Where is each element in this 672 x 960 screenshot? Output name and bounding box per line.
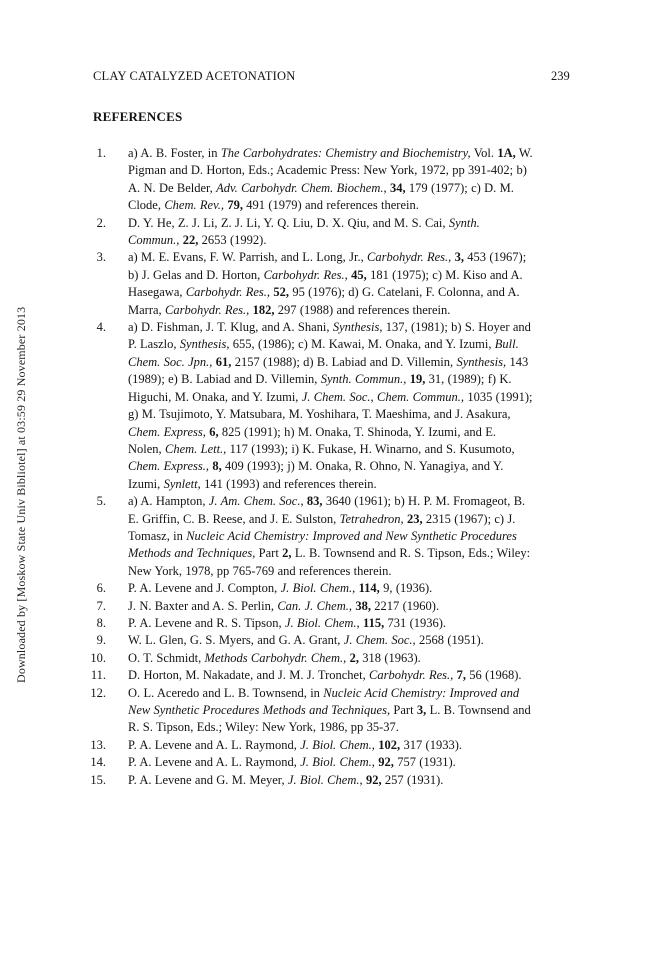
reference-line bbox=[128, 249, 569, 266]
reference-text bbox=[128, 685, 569, 737]
citation-title: J. Biol. Chem., bbox=[287, 772, 363, 787]
citation-title: New Synthetic Procedures Methods and Techniques, bbox=[128, 703, 391, 717]
citation-title: Can. J. Chem., bbox=[277, 598, 353, 613]
reference-fragment: Clode, bbox=[128, 198, 165, 213]
reference-fragment: O. T. Schmidt, bbox=[128, 650, 205, 665]
reference-item bbox=[0, 215, 672, 250]
reference-number: 6. bbox=[96, 581, 106, 596]
reference-line bbox=[128, 511, 569, 528]
citation-title: Carbohydr. Res., bbox=[367, 250, 452, 265]
reference-fragment: 1035 (1991); bbox=[464, 389, 533, 404]
reference-item bbox=[0, 598, 672, 615]
reference-line bbox=[128, 267, 569, 284]
reference-fragment: 179 (1977); c) D. M. bbox=[405, 180, 514, 195]
reference-fragment: E. Griffin, C. B. Reese, and J. E. Sulston, bbox=[128, 511, 340, 526]
reference-text bbox=[128, 650, 569, 667]
citation-title: Synth. bbox=[448, 215, 480, 230]
reference-line bbox=[128, 302, 569, 319]
reference-line bbox=[128, 215, 569, 232]
reference-line bbox=[128, 180, 569, 197]
reference-fragment: 2157 (1988); d) B. Labiad and D. Villemin, bbox=[231, 354, 457, 369]
volume-number: 2, bbox=[349, 650, 359, 665]
reference-fragment: 2217 (1960). bbox=[370, 598, 440, 613]
reference-fragment: J. N. Baxter and A. S. Perlin, bbox=[128, 598, 278, 613]
reference-fragment: 825 (1991); h) M. Onaka, T. Shinoda, Y. Izumi, and E. bbox=[218, 424, 496, 439]
reference-fragment: g) M. Tsujimoto, Y. Matsubara, M. Yoshihara, T. Maeshima, and J. Asakura, bbox=[128, 407, 511, 422]
volume-number: 79, bbox=[227, 198, 243, 213]
volume-number: 1A, bbox=[497, 146, 516, 160]
reference-item bbox=[0, 685, 672, 737]
reference-fragment: 143 bbox=[506, 354, 529, 369]
reference-line bbox=[128, 667, 569, 684]
citation-title: Methods Carbohydr. Chem., bbox=[204, 650, 347, 665]
reference-number: 11. bbox=[90, 668, 106, 683]
reference-line bbox=[128, 354, 569, 371]
reference-item bbox=[0, 615, 672, 632]
reference-fragment: P. A. Levene and G. M. Meyer, bbox=[128, 772, 288, 787]
citation-title: Tetrahedron, bbox=[339, 511, 404, 526]
reference-text bbox=[128, 319, 569, 493]
reference-number: 4. bbox=[96, 320, 106, 335]
citation-title: J. Am. Chem. Soc., bbox=[208, 494, 304, 509]
reference-item bbox=[0, 493, 672, 580]
reference-item bbox=[0, 737, 672, 754]
citation-title: Synthesis, bbox=[456, 354, 507, 369]
citation-title: Chem. Soc. Jpn., bbox=[128, 354, 213, 369]
citation-title: Chem. Express., bbox=[128, 459, 209, 474]
reference-number: 13. bbox=[90, 737, 106, 752]
reference-line bbox=[128, 493, 569, 510]
citation-title: Carbohydr. Res., bbox=[165, 302, 250, 317]
reference-line bbox=[128, 458, 569, 475]
reference-fragment: W. bbox=[515, 146, 533, 160]
citation-title: Commun., bbox=[128, 233, 180, 248]
reference-item bbox=[0, 145, 672, 215]
reference-fragment: A. N. De Belder, bbox=[128, 180, 217, 195]
reference-fragment: b) J. Gelas and D. Horton, bbox=[128, 267, 264, 282]
volume-number: 92, bbox=[378, 755, 394, 770]
citation-title: Chem. Rev., bbox=[164, 198, 224, 213]
citation-title: Synthesis, bbox=[179, 337, 230, 352]
reference-fragment: 9, (1936). bbox=[379, 581, 433, 596]
reference-line bbox=[128, 406, 569, 423]
reference-fragment: 297 (1988) and references therein. bbox=[274, 302, 451, 317]
reference-number: 12. bbox=[90, 685, 106, 700]
reference-fragment: Pigman and D. Horton, Eds.; Academic Press: New York, 1972, pp 391-402; b) bbox=[128, 163, 527, 178]
reference-line bbox=[128, 737, 569, 754]
reference-line bbox=[128, 545, 569, 562]
citation-title: Chem. Lett., bbox=[165, 441, 227, 456]
reference-fragment: 757 (1931). bbox=[393, 755, 456, 770]
reference-fragment: P. A. Levene and A. L. Raymond, bbox=[128, 737, 301, 752]
reference-number: 14. bbox=[90, 755, 106, 770]
reference-fragment: D. Horton, M. Nakadate, and J. M. J. Tronchet, bbox=[128, 668, 370, 683]
citation-title: Synlett, bbox=[163, 476, 201, 491]
reference-line bbox=[128, 563, 569, 580]
reference-line bbox=[128, 424, 569, 441]
reference-line bbox=[128, 615, 569, 632]
reference-text bbox=[128, 737, 569, 754]
citation-title: Chem. Express, bbox=[128, 424, 206, 439]
reference-item bbox=[0, 650, 672, 667]
reference-fragment: 2568 (1951). bbox=[415, 633, 484, 648]
reference-item bbox=[0, 632, 672, 649]
reference-line bbox=[128, 528, 569, 545]
reference-fragment: a) A. B. Foster, in bbox=[128, 146, 221, 160]
citation-title: Carbohydr. Res., bbox=[185, 285, 271, 300]
volume-number: 19, bbox=[409, 372, 426, 387]
reference-fragment: 655, (1986); c) M. Kawai, M. Onaka, and Y. Izumi, bbox=[229, 337, 495, 352]
reference-fragment: Izumi, bbox=[128, 476, 164, 491]
citation-title: J. Chem. Soc., Chem. Commun., bbox=[301, 389, 464, 404]
reference-line bbox=[128, 232, 569, 249]
reference-item bbox=[0, 249, 672, 319]
reference-fragment: 491 (1979) and references therein. bbox=[242, 198, 419, 213]
reference-fragment: 257 (1931). bbox=[381, 772, 444, 787]
reference-number: 15. bbox=[90, 772, 106, 787]
reference-text bbox=[128, 615, 569, 632]
reference-fragment: Higuchi, M. Onaka, and Y. Izumi, bbox=[128, 389, 302, 404]
citation-title: J. Biol. Chem., bbox=[284, 615, 360, 630]
citation-title: Methods and Techniques, bbox=[128, 546, 256, 561]
volume-number: 83, bbox=[306, 494, 323, 509]
reference-line bbox=[128, 476, 569, 493]
citation-title: J. Chem. Soc., bbox=[343, 633, 416, 648]
volume-number: 34, bbox=[389, 180, 406, 195]
reference-fragment: 317 (1933). bbox=[400, 737, 462, 752]
reference-fragment: 141 (1993) and references therein. bbox=[200, 476, 377, 491]
reference-fragment: 181 (1975); c) M. Kiso and A. bbox=[366, 267, 523, 282]
reference-fragment: O. L. Aceredo and L. B. Townsend, in bbox=[128, 685, 324, 700]
reference-fragment: 137, (1981); b) S. Hoyer and bbox=[382, 320, 531, 335]
volume-number: 6, bbox=[209, 424, 219, 439]
reference-fragment: a) M. E. Evans, F. W. Parrish, and L. Long, Jr., bbox=[128, 250, 368, 265]
reference-text bbox=[128, 598, 569, 615]
reference-fragment: 318 (1963). bbox=[358, 650, 421, 665]
volume-number: 92, bbox=[365, 772, 382, 787]
reference-item bbox=[0, 580, 672, 597]
reference-number: 5. bbox=[96, 494, 106, 509]
reference-fragment: 31, (1989); f) K. bbox=[425, 372, 512, 387]
reference-line bbox=[128, 145, 569, 162]
reference-fragment: P. A. Levene and J. Compton, bbox=[128, 581, 281, 596]
reference-fragment: 2653 (1992). bbox=[198, 233, 267, 248]
citation-title: Nucleic Acid Chemistry: Improved and New Synthetic Procedures bbox=[186, 528, 517, 543]
volume-number: 2, bbox=[282, 546, 292, 561]
reference-number: 7. bbox=[96, 598, 106, 613]
citation-title: Synthesis, bbox=[332, 320, 383, 335]
reference-number: 2. bbox=[96, 215, 106, 230]
reference-line bbox=[128, 650, 569, 667]
reference-fragment: 3640 (1961); b) H. P. M. Fromageot, B. bbox=[322, 494, 526, 509]
reference-line bbox=[128, 197, 569, 214]
reference-fragment: W. L. Glen, G. S. Myers, and G. A. Grant, bbox=[128, 633, 344, 648]
reference-line bbox=[128, 441, 569, 458]
reference-fragment: (1989); e) B. Labiad and D. Villemin, bbox=[128, 372, 321, 387]
section-heading: REFERENCES bbox=[93, 109, 183, 124]
volume-number: 102, bbox=[378, 737, 401, 752]
reference-fragment: Part bbox=[255, 546, 283, 561]
reference-line bbox=[128, 598, 569, 615]
reference-text bbox=[128, 145, 569, 215]
reference-fragment: Tomasz, in bbox=[128, 528, 187, 543]
volume-number: 38, bbox=[355, 598, 371, 613]
reference-fragment: New York, 1978, pp 765-769 and references therein. bbox=[128, 563, 392, 578]
volume-number: 7, bbox=[456, 668, 466, 683]
reference-fragment: P. Laszlo, bbox=[128, 337, 180, 352]
reference-fragment: L. B. Townsend and R. S. Tipson, Eds.; Wiley: bbox=[291, 546, 531, 561]
reference-fragment: Hasegawa, bbox=[128, 285, 186, 300]
reference-line bbox=[128, 580, 569, 597]
volume-number: 3, bbox=[416, 703, 427, 717]
reference-fragment: 95 (1976); d) G. Catelani, F. Colonna, and A. bbox=[289, 285, 520, 300]
reference-fragment: L. B. Townsend and bbox=[426, 703, 531, 717]
reference-item bbox=[0, 754, 672, 771]
reference-number: 3. bbox=[96, 250, 106, 265]
reference-line bbox=[128, 162, 569, 179]
reference-fragment: P. A. Levene and A. L. Raymond, bbox=[128, 755, 301, 770]
reference-line bbox=[128, 389, 569, 406]
citation-title: Synth. Commun., bbox=[320, 372, 407, 387]
volume-number: 52, bbox=[273, 285, 289, 300]
citation-title: Bull. bbox=[494, 337, 519, 352]
volume-number: 23, bbox=[406, 511, 423, 526]
reference-line bbox=[128, 719, 569, 736]
reference-text bbox=[128, 772, 569, 789]
reference-text bbox=[128, 215, 569, 250]
reference-item bbox=[0, 667, 672, 684]
reference-number: 10. bbox=[90, 650, 106, 665]
reference-text bbox=[128, 493, 569, 580]
reference-item bbox=[0, 772, 672, 789]
reference-fragment: Marra, bbox=[128, 302, 165, 317]
volume-number: 45, bbox=[351, 267, 367, 282]
reference-fragment: a) A. Hampton, bbox=[128, 494, 209, 509]
reference-line bbox=[128, 754, 569, 771]
citation-title: J. Biol. Chem., bbox=[300, 737, 375, 752]
reference-fragment: 117 (1993); i) K. Fukase, H. Winarno, and S. Kusumoto, bbox=[226, 441, 515, 456]
download-watermark: Downloaded by [Moskow State Univ Bibliotel] at 03:59 29 November 2013 bbox=[14, 306, 28, 683]
volume-number: 182, bbox=[252, 302, 275, 317]
reference-line bbox=[128, 772, 569, 789]
reference-fragment: Vol. bbox=[470, 146, 498, 160]
reference-text bbox=[128, 754, 569, 771]
reference-number: 1. bbox=[96, 146, 106, 160]
reference-line bbox=[128, 371, 569, 388]
citation-title: J. Biol. Chem., bbox=[280, 581, 356, 596]
volume-number: 22, bbox=[182, 233, 199, 248]
citation-title: Carbohydr. Res., bbox=[369, 668, 454, 683]
volume-number: 61, bbox=[215, 354, 232, 369]
reference-line bbox=[128, 632, 569, 649]
reference-fragment: 56 (1968). bbox=[465, 668, 522, 683]
reference-fragment: a) D. Fishman, J. T. Klug, and A. Shani, bbox=[128, 320, 333, 335]
citation-title: The Carbohydrates: Chemistry and Biochemistry, bbox=[220, 146, 471, 160]
reference-text bbox=[128, 249, 569, 319]
reference-line bbox=[128, 336, 569, 353]
reference-list bbox=[0, 145, 672, 789]
running-head: CLAY CATALYZED ACETONATION bbox=[93, 69, 296, 83]
reference-fragment: Nolen, bbox=[128, 441, 165, 456]
volume-number: 8, bbox=[212, 459, 222, 474]
reference-fragment: Part bbox=[390, 703, 417, 717]
citation-title: J. Biol. Chem., bbox=[300, 755, 375, 770]
citation-title: Adv. Carbohydr. Chem. Biochem., bbox=[216, 180, 387, 195]
reference-number: 8. bbox=[96, 615, 106, 630]
reference-fragment: P. A. Levene and R. S. Tipson, bbox=[128, 615, 285, 630]
reference-fragment: 409 (1993); j) M. Onaka, R. Ohno, N. Yanagiya, and Y. bbox=[221, 459, 504, 474]
volume-number: 114, bbox=[358, 581, 380, 596]
reference-fragment: R. S. Tipson, Eds.; Wiley: New York, 1986, pp 35-37. bbox=[128, 720, 399, 735]
reference-item bbox=[0, 319, 672, 493]
page-number: 239 bbox=[551, 69, 570, 83]
reference-line bbox=[128, 685, 569, 702]
reference-fragment: 731 (1936). bbox=[384, 615, 447, 630]
reference-text bbox=[128, 667, 569, 684]
reference-number: 9. bbox=[96, 633, 106, 648]
reference-fragment: 2315 (1967); c) J. bbox=[422, 511, 516, 526]
reference-line bbox=[128, 702, 569, 719]
reference-fragment: 453 (1967); bbox=[463, 250, 527, 265]
citation-title: Carbohydr. Res., bbox=[263, 267, 348, 282]
reference-text bbox=[128, 632, 569, 649]
volume-number: 115, bbox=[363, 615, 385, 630]
reference-line bbox=[128, 319, 569, 336]
volume-number: 3, bbox=[454, 250, 464, 265]
reference-line bbox=[128, 284, 569, 301]
citation-title: Nucleic Acid Chemistry: Improved and bbox=[323, 685, 520, 700]
reference-fragment: D. Y. He, Z. J. Li, Z. J. Li, Y. Q. Liu, D. X. Qiu, and M. S. Cai, bbox=[128, 215, 449, 230]
reference-text bbox=[128, 580, 569, 597]
